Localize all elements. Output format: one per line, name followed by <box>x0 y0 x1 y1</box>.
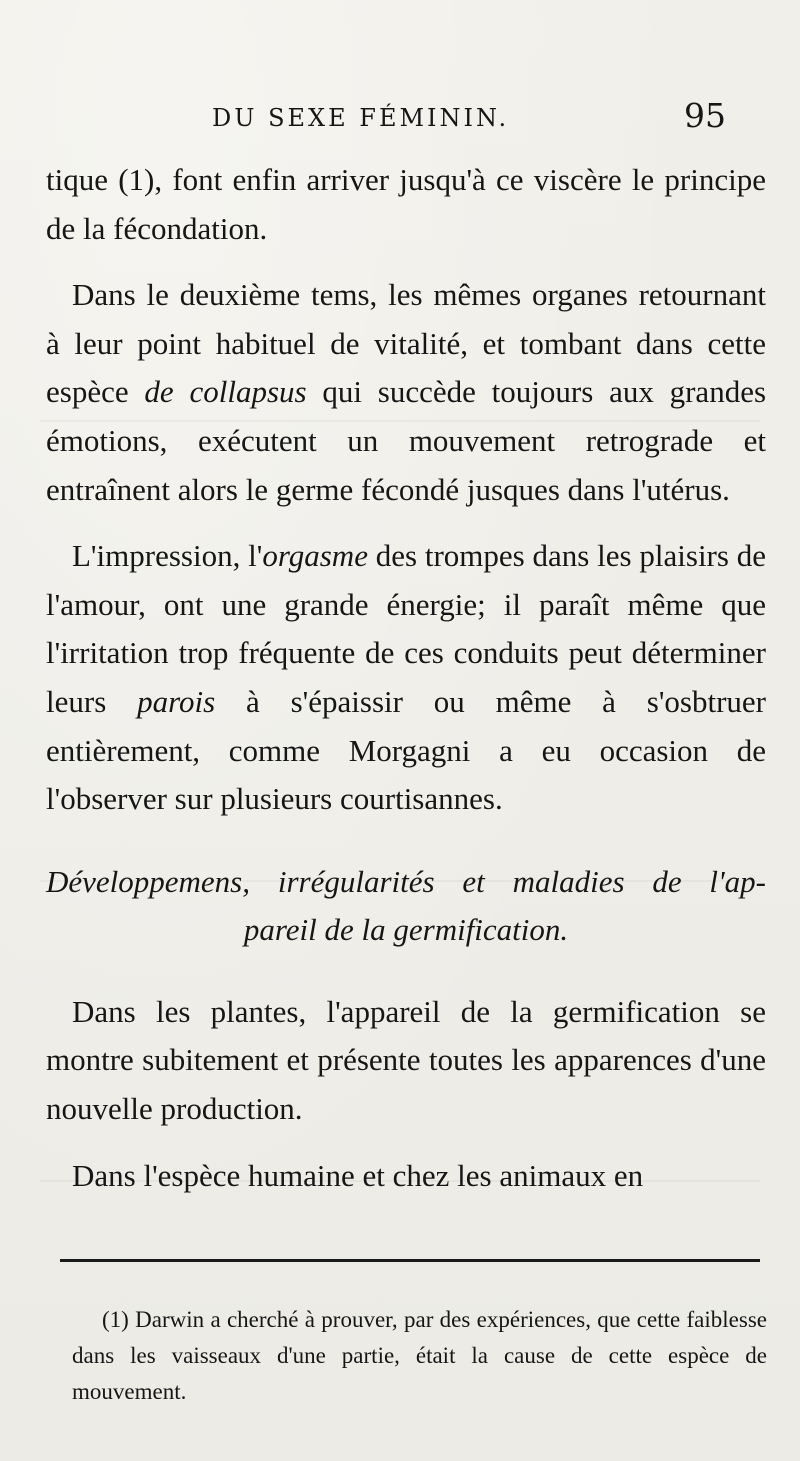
paragraph <box>46 532 766 824</box>
text-run: des trompes dans les plaisirs de l'amour, ont une grande énergie; il paraît même que l'irritation trop fréquente de ces conduits peut déterminer leurs <box>46 538 766 719</box>
text-run: qui succède toujours aux grandes émotions, exécutent un mouvement retrograde et entraînent alors le germe fécondé jusques dans l'utérus. <box>46 374 767 507</box>
italic-term: parois <box>137 683 216 719</box>
italic-term: orgasme <box>262 538 368 574</box>
paragraph-gap <box>46 253 766 271</box>
paragraph-gap <box>46 1134 766 1152</box>
page-number: 95 <box>684 96 726 135</box>
paragraph <box>46 271 766 514</box>
section-heading-line: Développemens, irrégularités et maladies de l'ap- <box>46 863 766 899</box>
text-run: à s'épaissir ou même à s'osbtruer entièrement, comme Morgagni a eu occasion de l'observer sur plusieurs courtisannes. <box>46 683 766 817</box>
paragraph-gap <box>46 954 766 988</box>
paragraph: tique (1), font enfin arriver jusqu'à ce viscère le principe de la fécondation. <box>46 162 766 246</box>
running-title: DU SEXE FÉMININ. <box>212 104 510 132</box>
section-heading <box>46 858 766 954</box>
text-run: Dans le deuxième tems, les mêmes organes retournant à leur point habituel de vitalité, et tombant dans cette espèce <box>46 277 766 410</box>
italic-term: de collapsus <box>144 374 307 410</box>
section-heading-line: pareil de la germification. <box>243 911 569 947</box>
paragraph: Dans l'espèce humaine et chez les animaux en <box>72 1157 644 1193</box>
paragraph-gap <box>46 824 766 858</box>
footnote <box>72 1302 767 1410</box>
page-header <box>0 96 800 146</box>
text-run: L'impression, l' <box>72 538 263 574</box>
paragraph: Dans les plantes, l'appareil de la germification se montre subitement et présente toutes les apparences d'une nouvelle production. <box>46 993 766 1126</box>
footnote-text: (1) Darwin a cherché à prouver, par des expériences, que cette faiblesse dans les vaisseaux d'une partie, était la cause de cette espèce de mouvement. <box>72 1307 767 1404</box>
footnote-rule <box>60 1259 760 1262</box>
main-text <box>46 156 766 1200</box>
paragraph-gap <box>46 514 766 532</box>
